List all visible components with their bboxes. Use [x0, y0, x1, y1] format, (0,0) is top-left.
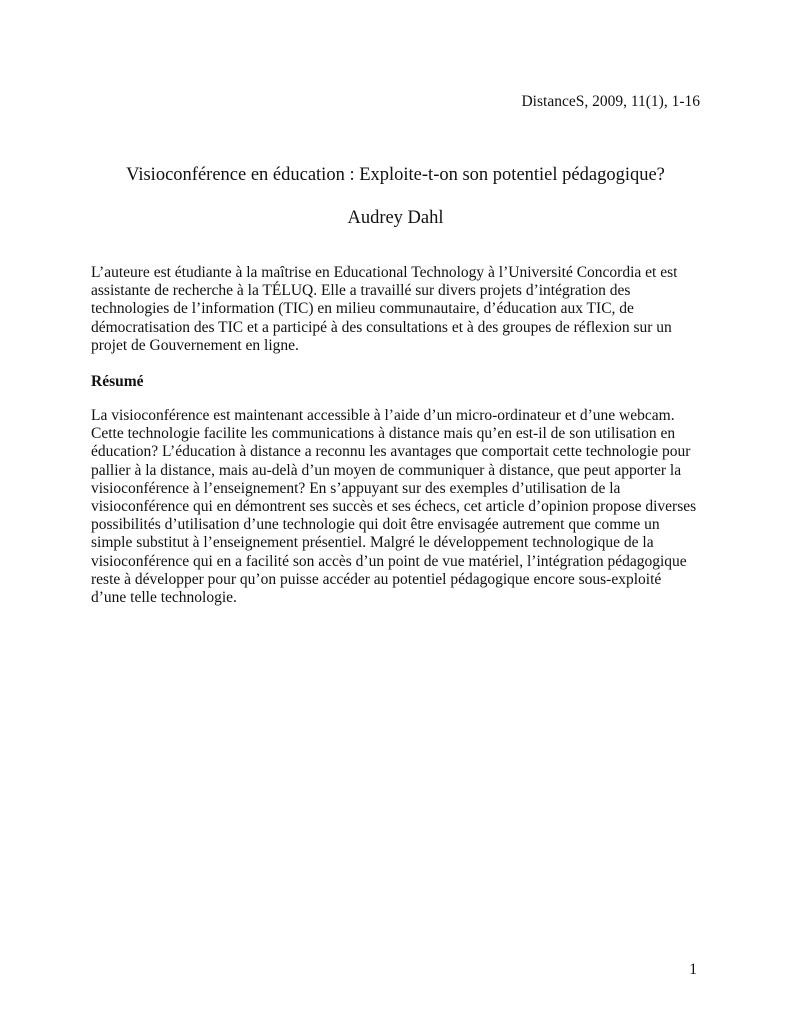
- article-author: Audrey Dahl: [347, 208, 444, 228]
- abstract-line: visioconférence qui en a facilité son accès d’un point de vue matériel, l’intégration pédagogique: [91, 552, 687, 570]
- bio-line: projet de Gouvernement en ligne.: [91, 336, 299, 354]
- running-header-citation: DistanceS, 2009, 11(1), 1-16: [521, 93, 700, 110]
- abstract-line: visioconférence qui en démontrent ses succès et ses échecs, cet article d’opinion propose diverses: [91, 498, 697, 516]
- abstract-heading: Résumé: [91, 373, 144, 390]
- abstract-line: visioconférence à l’enseignement? En s’appuyant sur des exemples d’utilisation de la: [91, 479, 621, 497]
- abstract-line: Cette technologie facilite les communications à distance mais qu’en est-il de son utilisation en: [91, 425, 676, 443]
- abstract-line: éducation? L’éducation à distance a reconnu les avantages que comportait cette technologie pour: [91, 443, 691, 461]
- bio-line: technologies de l’information (TIC) en milieu communautaire, d’éducation aux TIC, de: [91, 300, 634, 318]
- abstract-line: possibilités d’utilisation d’une technologie qui doit être envisagée autrement que comme un: [91, 516, 660, 534]
- bio-line: L’auteure est étudiante à la maîtrise en Educational Technology à l’Université Concordia et est: [91, 264, 678, 281]
- abstract-body: [91, 407, 707, 607]
- abstract-line: d’une telle technologie.: [91, 589, 237, 607]
- bio-line: assistante de recherche à la TÉLUQ. Elle a travaillé sur divers projets d’intégration des: [91, 282, 631, 300]
- page-number: 1: [689, 961, 697, 978]
- abstract-line: pallier à la distance, mais au-delà d’un moyen de communiquer à distance, que peut apporter la: [91, 461, 682, 479]
- abstract-line: simple substitut à l’enseignement présentiel. Malgré le développement technologique de la: [91, 534, 654, 552]
- author-bio: [91, 264, 707, 355]
- abstract-line: La visioconférence est maintenant accessible à l’aide d’un micro-ordinateur et d’une webcam.: [91, 407, 675, 424]
- article-title: Visioconférence en éducation : Exploite-t-on son potentiel pédagogique?: [126, 165, 665, 185]
- bio-line: démocratisation des TIC et a participé à des consultations et à des groupes de réflexion sur un: [91, 318, 672, 336]
- abstract-line: reste à développer pour qu’on puisse accéder au potentiel pédagogique encore sous-exploité: [91, 570, 662, 588]
